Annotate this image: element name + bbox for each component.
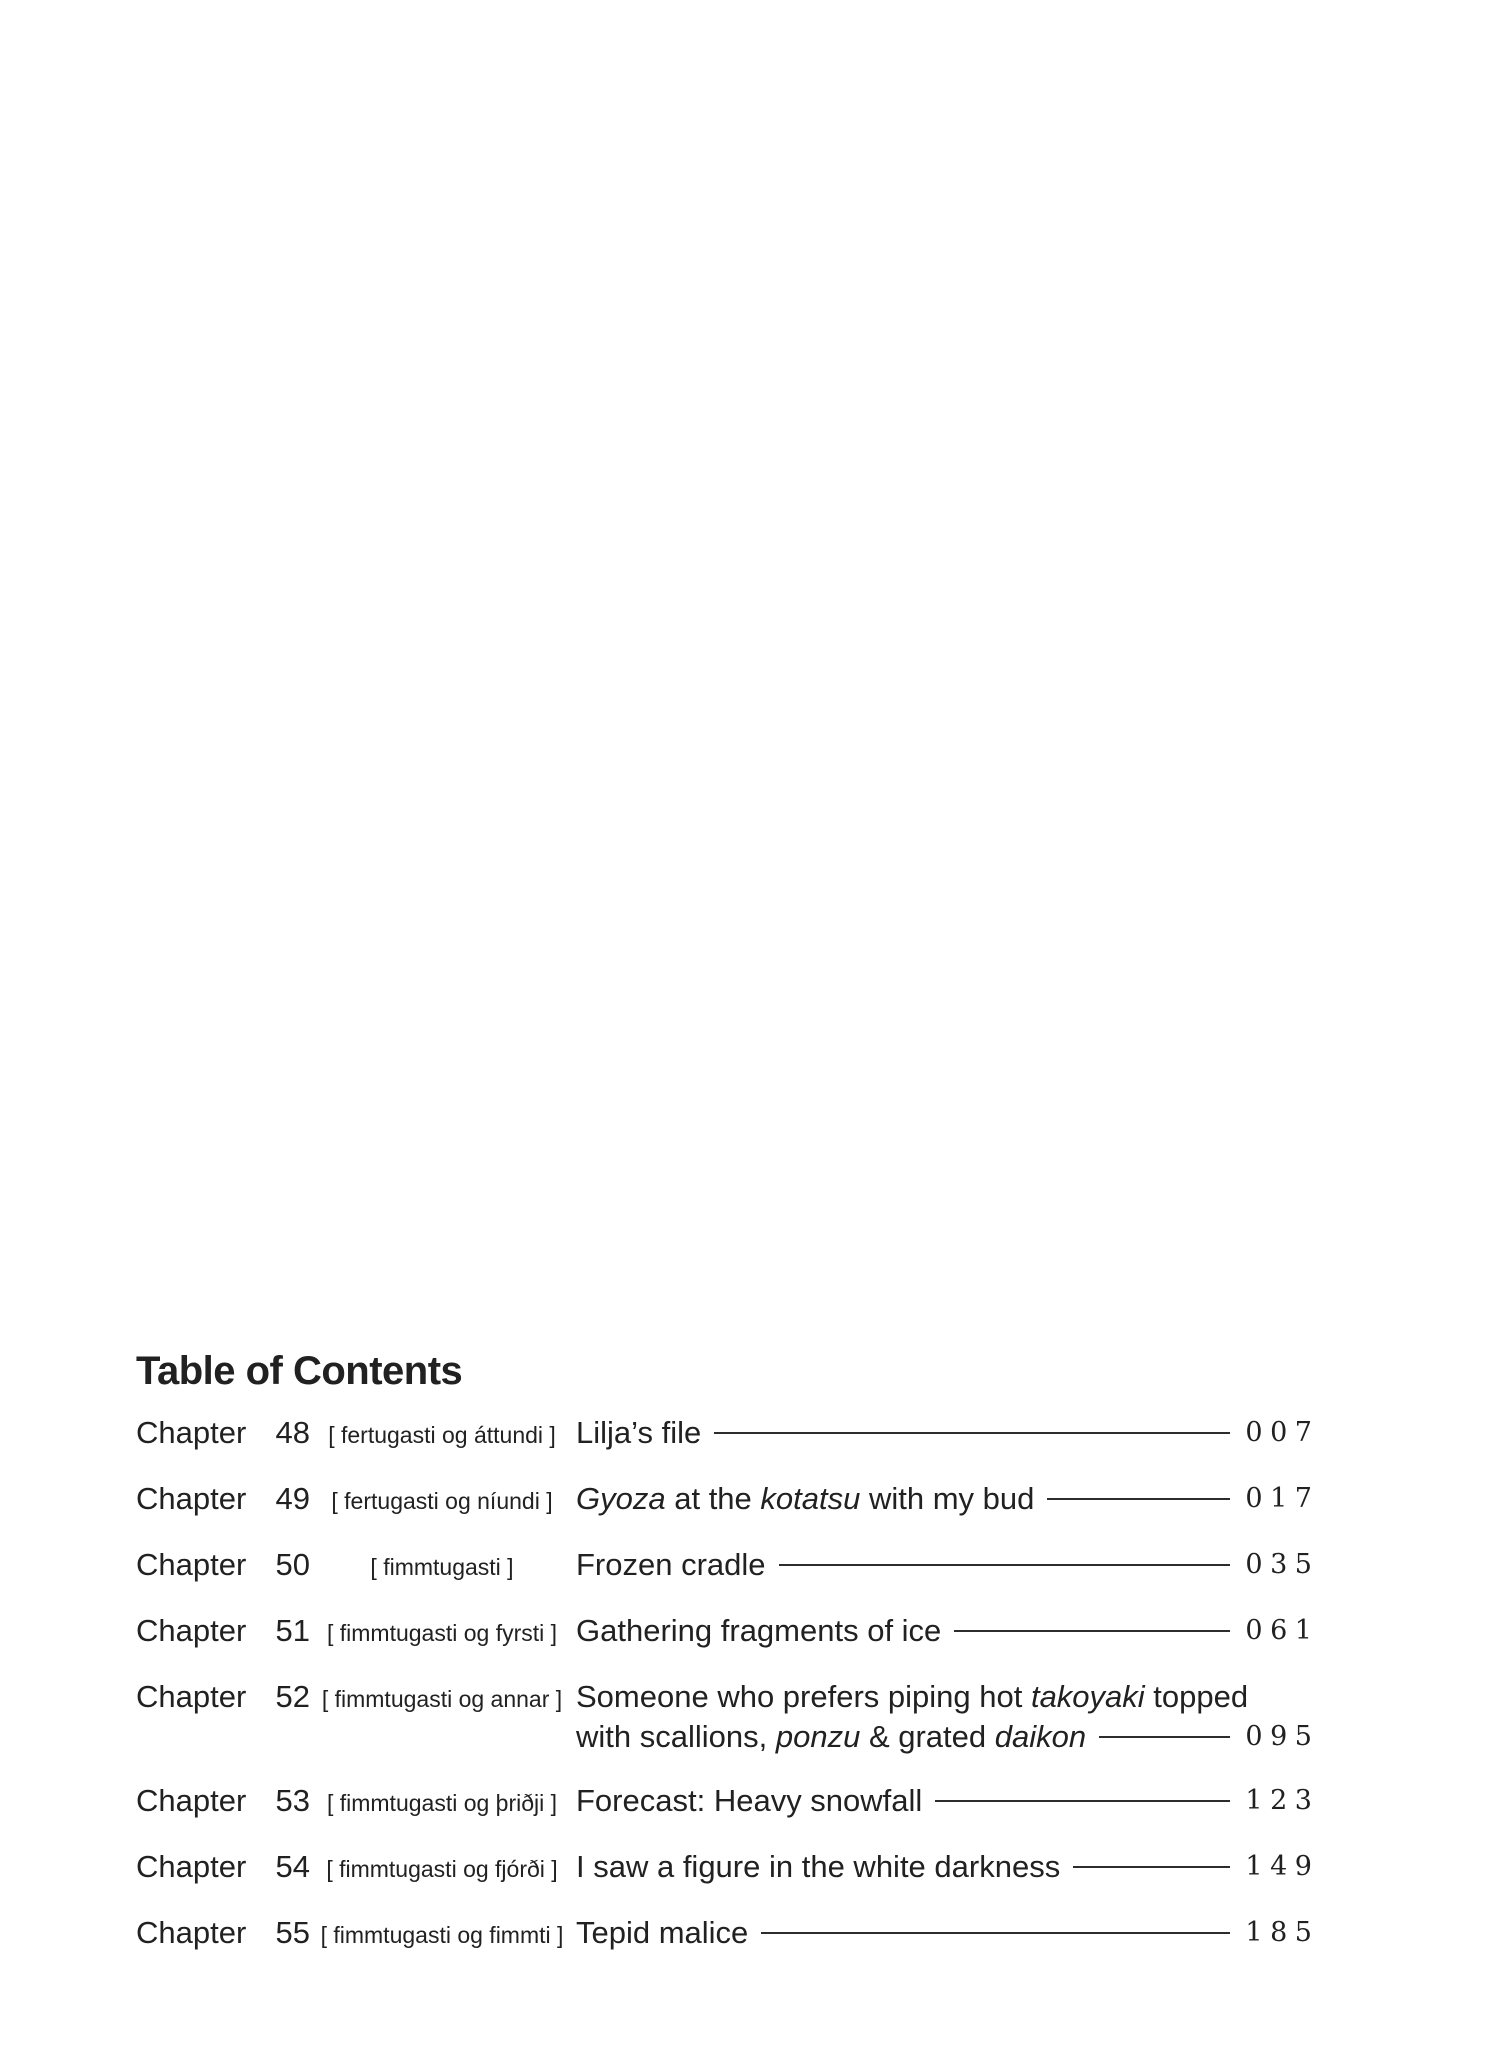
toc-entry xyxy=(136,1413,1320,1455)
toc-entry xyxy=(136,1913,1320,1955)
chapter-title-text xyxy=(576,1717,1086,1757)
title-segment: Someone who prefers piping hot xyxy=(576,1679,1031,1714)
chapter-label xyxy=(136,1847,310,1887)
toc-entry xyxy=(136,1479,1320,1521)
chapter-label xyxy=(136,1781,310,1821)
chapter-ordinal-icelandic: [ fimmtugasti og annar ] xyxy=(321,1686,563,1712)
title-segment: Forecast: Heavy snowfall xyxy=(576,1783,923,1818)
chapter-label xyxy=(136,1545,310,1585)
chapter-word: Chapter xyxy=(136,1481,247,1516)
page-title: Table of Contents xyxy=(136,1349,463,1393)
chapter-label xyxy=(136,1479,310,1519)
chapter-label xyxy=(136,1677,310,1717)
title-segment: Gathering fragments of ice xyxy=(576,1613,942,1648)
page-number: 123 xyxy=(1245,1785,1320,1816)
chapter-ordinal-icelandic: [ fertugasti og áttundi ] xyxy=(328,1422,556,1448)
chapter-title-text xyxy=(576,1413,701,1453)
chapter-title-text xyxy=(576,1913,748,1953)
title-line xyxy=(576,1677,1312,1717)
chapter-word: Chapter xyxy=(136,1613,247,1648)
chapter-title-block xyxy=(574,1545,1320,1585)
title-segment-italic: Gyoza xyxy=(576,1481,666,1516)
chapter-title-block xyxy=(574,1781,1320,1821)
toc-entry xyxy=(136,1611,1320,1653)
title-line xyxy=(576,1611,1320,1651)
title-line xyxy=(576,1717,1320,1757)
leader-line xyxy=(954,1630,1230,1633)
chapter-title-block xyxy=(574,1611,1320,1651)
chapter-title-block xyxy=(574,1413,1320,1453)
title-segment: with my bud xyxy=(860,1481,1035,1516)
title-segment-italic: daikon xyxy=(994,1719,1087,1754)
toc-entry xyxy=(136,1847,1320,1889)
title-segment-italic: ponzu xyxy=(775,1719,861,1754)
title-segment: at the xyxy=(665,1481,761,1516)
toc-entries xyxy=(136,1413,1320,1955)
chapter-number: 55 xyxy=(275,1915,310,1950)
chapter-ordinal-icelandic: [ fimmtugasti ] xyxy=(370,1554,514,1580)
leader-line xyxy=(1099,1736,1230,1739)
chapter-label xyxy=(136,1913,310,1953)
chapter-word: Chapter xyxy=(136,1547,247,1582)
table-of-contents xyxy=(136,1349,1320,1955)
leader-line xyxy=(1073,1866,1230,1869)
page-number: 095 xyxy=(1245,1721,1320,1752)
title-line xyxy=(576,1781,1320,1821)
title-segment: Tepid malice xyxy=(576,1915,749,1950)
page-number: 061 xyxy=(1245,1615,1320,1646)
leader-line xyxy=(1047,1498,1230,1501)
chapter-ordinal-icelandic: [ fimmtugasti og fyrsti ] xyxy=(326,1620,558,1646)
page-number: 007 xyxy=(1245,1417,1320,1448)
page-number: 017 xyxy=(1245,1483,1320,1514)
chapter-title-text xyxy=(576,1479,1034,1519)
title-segment: & grated xyxy=(860,1719,995,1754)
page-number: 035 xyxy=(1245,1549,1320,1580)
leader-line xyxy=(714,1432,1230,1435)
chapter-title-text xyxy=(576,1781,922,1821)
chapter-word: Chapter xyxy=(136,1679,247,1714)
chapter-title-text xyxy=(576,1847,1060,1887)
leader-line xyxy=(935,1800,1230,1803)
title-segment: topped xyxy=(1144,1679,1249,1714)
chapter-label xyxy=(136,1413,310,1453)
chapter-label xyxy=(136,1611,310,1651)
chapter-number: 53 xyxy=(275,1783,310,1818)
chapter-number: 51 xyxy=(275,1613,310,1648)
chapter-title-block xyxy=(574,1479,1320,1519)
chapter-title-text xyxy=(576,1611,941,1651)
title-line xyxy=(576,1479,1320,1519)
chapter-title-text xyxy=(576,1545,766,1585)
leader-line xyxy=(779,1564,1231,1567)
chapter-word: Chapter xyxy=(136,1783,247,1818)
title-line xyxy=(576,1847,1320,1887)
page-number: 149 xyxy=(1245,1851,1320,1882)
toc-entry xyxy=(136,1677,1320,1757)
title-line xyxy=(576,1913,1320,1953)
chapter-word: Chapter xyxy=(136,1415,247,1450)
chapter-number: 54 xyxy=(275,1849,310,1884)
leader-line xyxy=(761,1932,1230,1935)
toc-entry xyxy=(136,1781,1320,1823)
page-number: 185 xyxy=(1245,1917,1320,1948)
title-segment: Lilja’s file xyxy=(576,1415,702,1450)
chapter-title-block xyxy=(574,1913,1320,1953)
chapter-number: 50 xyxy=(275,1547,310,1582)
title-segment: with scallions, xyxy=(576,1719,776,1754)
chapter-number: 49 xyxy=(275,1481,310,1516)
chapter-ordinal-icelandic: [ fimmtugasti og fimmti ] xyxy=(320,1922,564,1948)
chapter-number: 48 xyxy=(275,1415,310,1450)
chapter-title-text xyxy=(576,1677,1248,1717)
toc-entry xyxy=(136,1545,1320,1587)
title-segment-italic: kotatsu xyxy=(760,1481,861,1516)
title-line xyxy=(576,1545,1320,1585)
chapter-ordinal-icelandic: [ fertugasti og níundi ] xyxy=(331,1488,553,1514)
chapter-number: 52 xyxy=(275,1679,310,1714)
chapter-title-block xyxy=(574,1677,1320,1757)
title-segment-italic: takoyaki xyxy=(1030,1679,1145,1714)
chapter-word: Chapter xyxy=(136,1849,247,1884)
chapter-ordinal-icelandic: [ fimmtugasti og þriðji ] xyxy=(326,1790,558,1816)
chapter-word: Chapter xyxy=(136,1915,247,1950)
title-segment: I saw a figure in the white darkness xyxy=(576,1849,1061,1884)
chapter-ordinal-icelandic: [ fimmtugasti og fjórði ] xyxy=(326,1856,558,1882)
chapter-title-block xyxy=(574,1847,1320,1887)
title-line xyxy=(576,1413,1320,1453)
title-segment: Frozen cradle xyxy=(576,1547,766,1582)
